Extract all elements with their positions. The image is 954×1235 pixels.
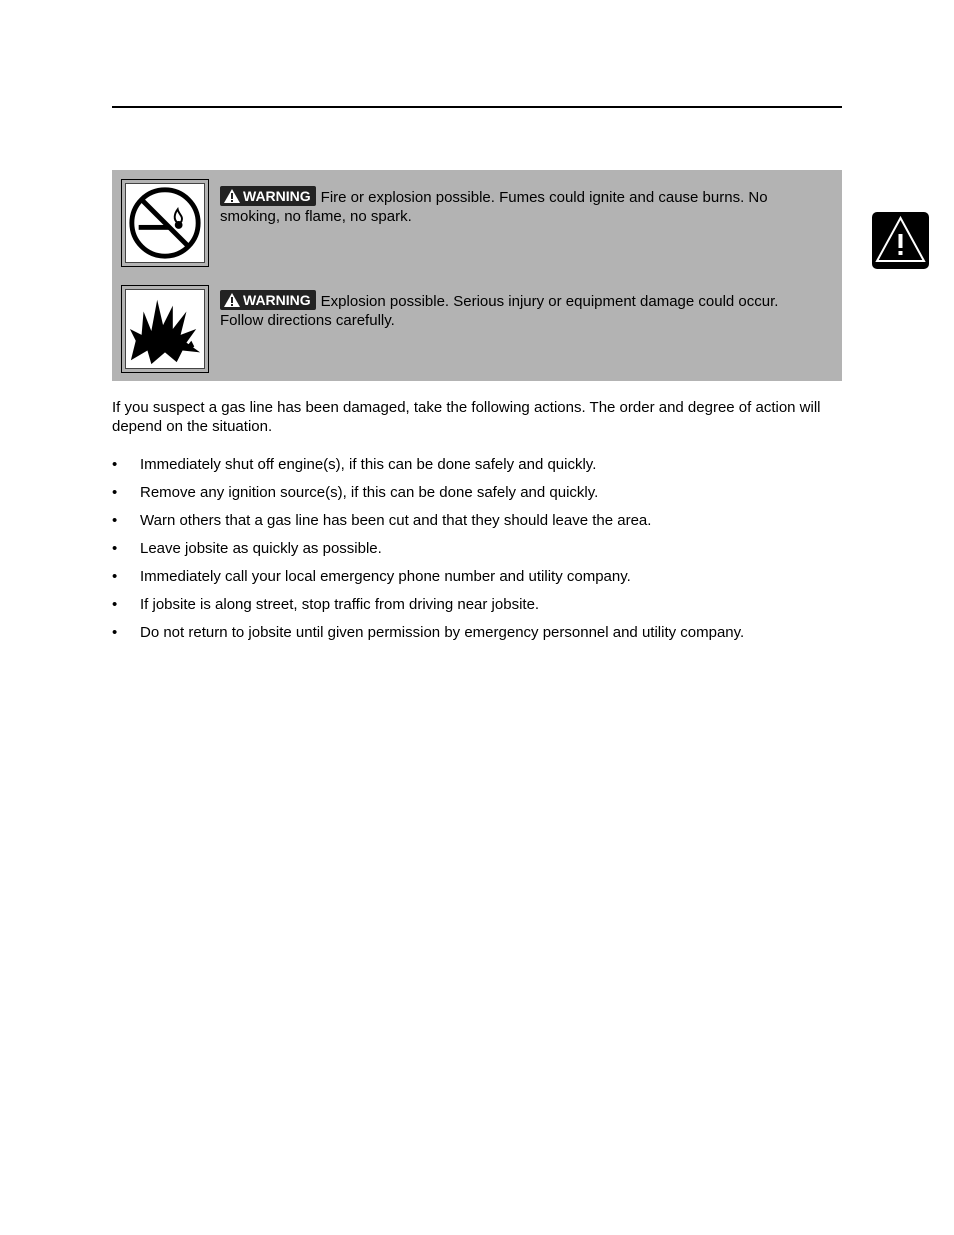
list-item: • Immediately shut off engine(s), if this can be done safely and quickly. xyxy=(112,456,597,473)
alert-triangle-icon xyxy=(223,188,241,204)
explosion-icon xyxy=(126,290,204,368)
warning-message-2 xyxy=(220,290,820,330)
warning-text-2: Explosion possible. Serious injury or equipment damage could occur. Follow directions carefully. xyxy=(220,293,779,329)
list-item: • Do not return to jobsite until given permission by emergency personnel and utility company. xyxy=(112,624,745,641)
no-smoking-pictogram xyxy=(121,179,209,267)
warning-panel xyxy=(112,170,842,381)
warning-message-1 xyxy=(220,186,820,226)
list-item: • If jobsite is along street, stop traffic from driving near jobsite. xyxy=(112,596,540,613)
list-item: • Remove any ignition source(s), if this can be done safely and quickly. xyxy=(112,484,599,501)
intro-paragraph: If you suspect a gas line has been damaged, take the following actions. The order and degree of action will depend on the situation. xyxy=(112,399,821,435)
list-item: • Warn others that a gas line has been cut and that they should leave the area. xyxy=(112,512,652,529)
header-rule xyxy=(112,106,842,108)
action-list xyxy=(112,455,847,651)
warning-badge: WARNING xyxy=(220,186,316,206)
warning-text-1: Fire or explosion possible. Fumes could ignite and cause burns. No smoking, no flame, no spark. xyxy=(220,189,768,225)
warning-badge: WARNING xyxy=(220,290,316,310)
safety-alert-icon xyxy=(872,212,929,269)
no-smoking-icon xyxy=(126,184,204,262)
explosion-pictogram xyxy=(121,285,209,373)
list-item: • Immediately call your local emergency phone number and utility company. xyxy=(112,568,631,585)
list-item: • Leave jobsite as quickly as possible. xyxy=(112,540,382,557)
alert-triangle-icon xyxy=(223,292,241,308)
